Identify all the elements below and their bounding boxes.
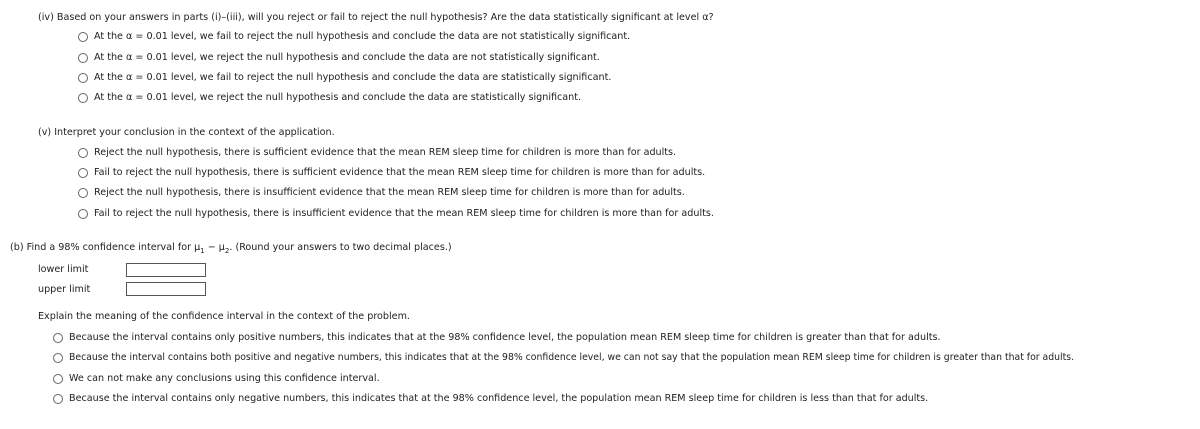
lower-limit-input[interactable]: [126, 263, 206, 277]
part-v-prompt: (v) Interpret your conclusion in the context of the application.: [38, 127, 335, 138]
radio-button[interactable]: [78, 32, 88, 42]
option-label: Because the interval contains only positive numbers, this indicates that at the 98% confidence level, the population mean REM sleep time for children is greater than that for adults.: [69, 332, 941, 343]
radio-button[interactable]: [78, 188, 88, 198]
part-b-prompt-prefix: (b) Find a 98% confidence interval for μ: [10, 242, 201, 253]
minus-mu: − μ: [204, 242, 225, 253]
part-b-prompt: [10, 242, 452, 255]
lower-limit-label: lower limit: [38, 264, 89, 275]
part-iv-option-2[interactable]: [78, 52, 600, 63]
radio-button[interactable]: [78, 53, 88, 63]
radio-button[interactable]: [78, 209, 88, 219]
part-b-prompt-suffix: . (Round your answers to two decimal places.): [229, 242, 452, 253]
radio-button[interactable]: [53, 394, 63, 404]
option-label: Because the interval contains both positive and negative numbers, this indicates that at the 98% confidence level, we can not say that the population mean REM sleep time for children is greater than that for adults.: [69, 352, 1075, 363]
radio-button[interactable]: [78, 73, 88, 83]
part-v-option-3[interactable]: [78, 187, 685, 198]
part-b-option-1[interactable]: [53, 332, 941, 343]
explain-prompt: Explain the meaning of the confidence interval in the context of the problem.: [38, 311, 410, 322]
option-label: Reject the null hypothesis, there is sufficient evidence that the mean REM sleep time for children is more than for adults.: [94, 147, 677, 158]
radio-button[interactable]: [53, 333, 63, 343]
part-iv-option-4[interactable]: [78, 92, 581, 103]
part-iv-prompt: (iv) Based on your answers in parts (i)–(iii), will you reject or fail to reject the null hypothesis? Are the data statistically significant at level α?: [38, 12, 714, 23]
option-label: Because the interval contains only negative numbers, this indicates that at the 98% confidence level, the population mean REM sleep time for children is less than that for adults.: [69, 393, 929, 404]
part-b-option-4[interactable]: [53, 393, 928, 404]
part-b-option-3[interactable]: [53, 373, 380, 384]
radio-button[interactable]: [78, 168, 88, 178]
option-label: At the α = 0.01 level, we reject the null hypothesis and conclude the data are statistically significant.: [94, 92, 582, 103]
radio-button[interactable]: [78, 148, 88, 158]
option-label: At the α = 0.01 level, we fail to reject the null hypothesis and conclude the data are not statistically significant.: [94, 31, 631, 42]
part-v-option-1[interactable]: [78, 147, 676, 158]
part-iv-option-3[interactable]: [78, 72, 611, 83]
mu-subscript-2: 2: [224, 246, 230, 255]
radio-button[interactable]: [53, 353, 63, 363]
option-label: Fail to reject the null hypothesis, there is sufficient evidence that the mean REM sleep time for children is more than for adults.: [94, 167, 706, 178]
mu-subscript-1: 1: [200, 246, 205, 255]
upper-limit-label: upper limit: [38, 284, 91, 295]
part-v-option-2[interactable]: [78, 167, 705, 178]
option-label: Fail to reject the null hypothesis, there is insufficient evidence that the mean REM sleep time for children is more than for adults.: [94, 208, 714, 219]
part-b-option-2[interactable]: [53, 352, 1074, 363]
option-label: At the α = 0.01 level, we fail to reject the null hypothesis and conclude the data are statistically significant.: [94, 72, 612, 83]
option-label: At the α = 0.01 level, we reject the null hypothesis and conclude the data are not statistically significant.: [94, 52, 600, 63]
option-label: Reject the null hypothesis, there is insufficient evidence that the mean REM sleep time for children is more than for adults.: [94, 187, 685, 198]
part-v-option-4[interactable]: [78, 208, 714, 219]
part-iv-option-1[interactable]: [78, 31, 630, 42]
upper-limit-input[interactable]: [126, 282, 206, 296]
radio-button[interactable]: [78, 93, 88, 103]
radio-button[interactable]: [53, 374, 63, 384]
option-label: We can not make any conclusions using this confidence interval.: [69, 373, 380, 384]
